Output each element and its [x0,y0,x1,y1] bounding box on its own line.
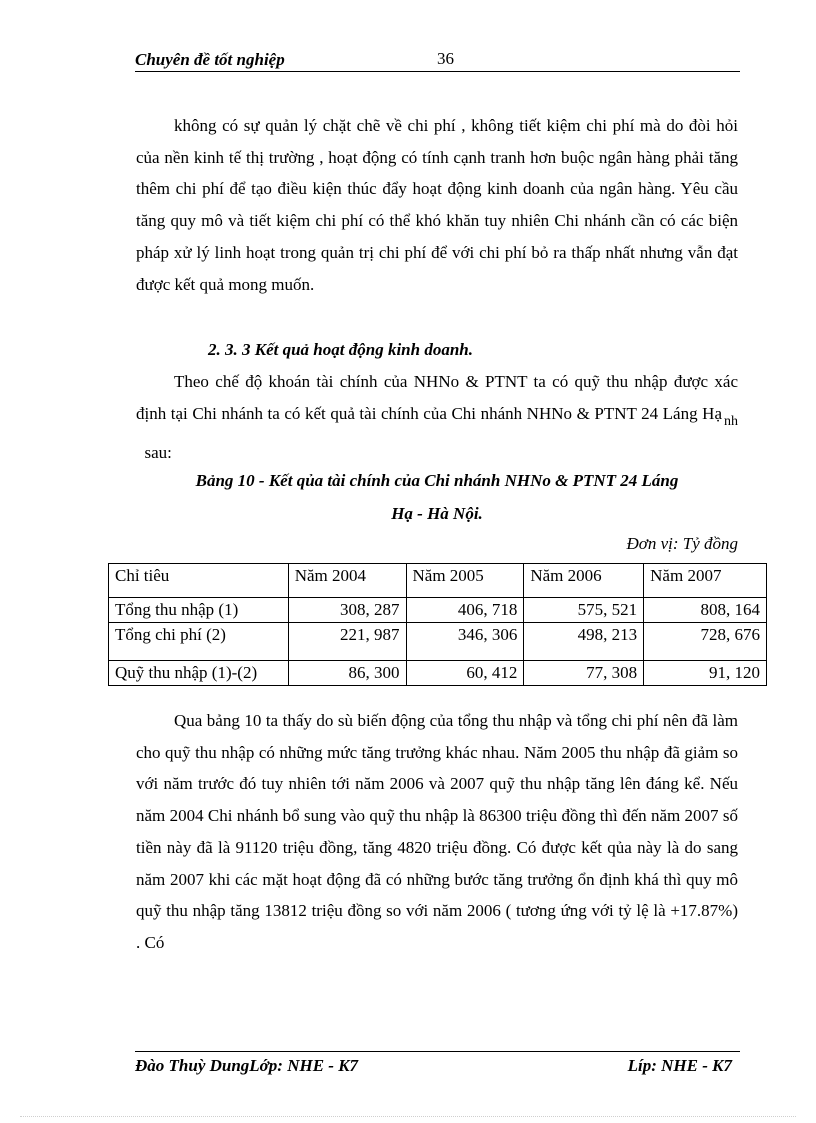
financial-results-table [108,563,767,686]
paragraph-3-text: Qua bảng 10 ta thấy do sù biến động của tổng thu nhập và tổng chi phí nên đã làm cho quỹ thu nhập có những mức tăng trưởng khác nhau. Năm 2005 thu nhập đã giảm so với năm trước đó tuy nhiên tới năm 2006 và 2007 quỹ thu nhập tăng lên đáng kể. Nếu năm 2004 Chi nhánh bổ sung vào quỹ thu nhập là 86300 triệu đồng thì đến năm 2007 số tiền này đã là 91120 triệu đồng, tăng 4820 triệu đồng. Có được kết qủa này là do sang năm 2007 khi các mặt hoạt động đã có những bước tăng trưởng ổn định khá thì quy mô quỹ thu nhập tăng 13812 triệu đồng so với năm 2006 ( tương ứng với tỷ lệ là +17.87%) . Có [136,711,738,952]
table-cell: 308, 287 [288,598,406,623]
table-cell: 346, 306 [406,623,524,661]
table-header-cell: Chỉ tiêu [109,564,289,598]
table-cell: 77, 308 [524,661,644,686]
table-cell: 91, 120 [644,661,767,686]
footer-author: Đào Thuỳ DungLớp: NHE - K7 [135,1056,359,1075]
footer-rule [135,1051,740,1052]
table-cell: 406, 718 [406,598,524,623]
table-row-label: Tổng chi phí (2) [109,623,289,661]
paragraph-1-text: không có sự quản lý chặt chẽ về chi phí , không tiết kiệm chi phí mà do đòi hỏi của nền kinh tế thị trường , hoạt động có tính cạnh tranh hơn buộc ngân hàng phải tăng thêm chi phí để tạo điều kiện thúc đẩy hoạt động kinh doanh của ngân hàng. Yêu cầu tăng quy mô và tiết kiệm chi phí có thể khó khăn tuy nhiên Chi nhánh cần có các biện pháp xử lý linh hoạt trong quản trị chi phí để với chi phí bỏ ra thấp nhất nhưng vẫn đạt được kết quả mong muốn. [136,116,738,294]
paragraph-2-end: sau: [144,443,172,463]
table-caption-line-2: Hạ - Hà Nội. [391,504,483,523]
paragraph-2-text: Theo chế độ khoán tài chính của NHNo & PTNT ta có quỹ thu nhập được xác định tại Chi nhánh ta có kết quả tài chính của Chi nhánh NHNo & PTNT 24 Láng Hạ [136,372,738,423]
table-cell: 498, 213 [524,623,644,661]
table-row-label: Tổng thu nhập (1) [109,598,289,623]
table-row [109,661,767,686]
table-row [109,623,767,661]
footer-class: Líp: NHE - K7 [627,1056,732,1075]
table-cell: 808, 164 [644,598,767,623]
table-header-cell: Năm 2006 [524,564,644,598]
table-cell: 60, 412 [406,661,524,686]
unit-label: Đơn vị: Tỷ đồng [626,534,738,553]
paragraph-2 [136,366,738,469]
table-cell: 575, 521 [524,598,644,623]
table-cell: 86, 300 [288,661,406,686]
table-caption-line-1: Bảng 10 - Kết qủa tài chính của Chi nhánh NHNo & PTNT 24 Láng [195,471,679,490]
table-row [109,598,767,623]
header-title: Chuyên đề tốt nghiệp [135,50,285,69]
paragraph-2-sub: nh [724,413,738,429]
table-row-label: Quỹ thu nhập (1)-(2) [109,661,289,686]
table-cell: 728, 676 [644,623,767,661]
table-cell: 221, 987 [288,623,406,661]
page-number: 36 [437,49,454,68]
section-heading: 2. 3. 3 Kết quả hoạt động kinh doanh. [208,340,473,359]
header-rule [135,71,740,72]
paragraph-3 [136,705,738,959]
table-header-cell: Năm 2004 [288,564,406,598]
page-edge-divider [20,1116,796,1117]
table-header-cell: Năm 2007 [644,564,767,598]
table-header-row [109,564,767,598]
table-header-cell: Năm 2005 [406,564,524,598]
paragraph-1 [136,110,738,300]
